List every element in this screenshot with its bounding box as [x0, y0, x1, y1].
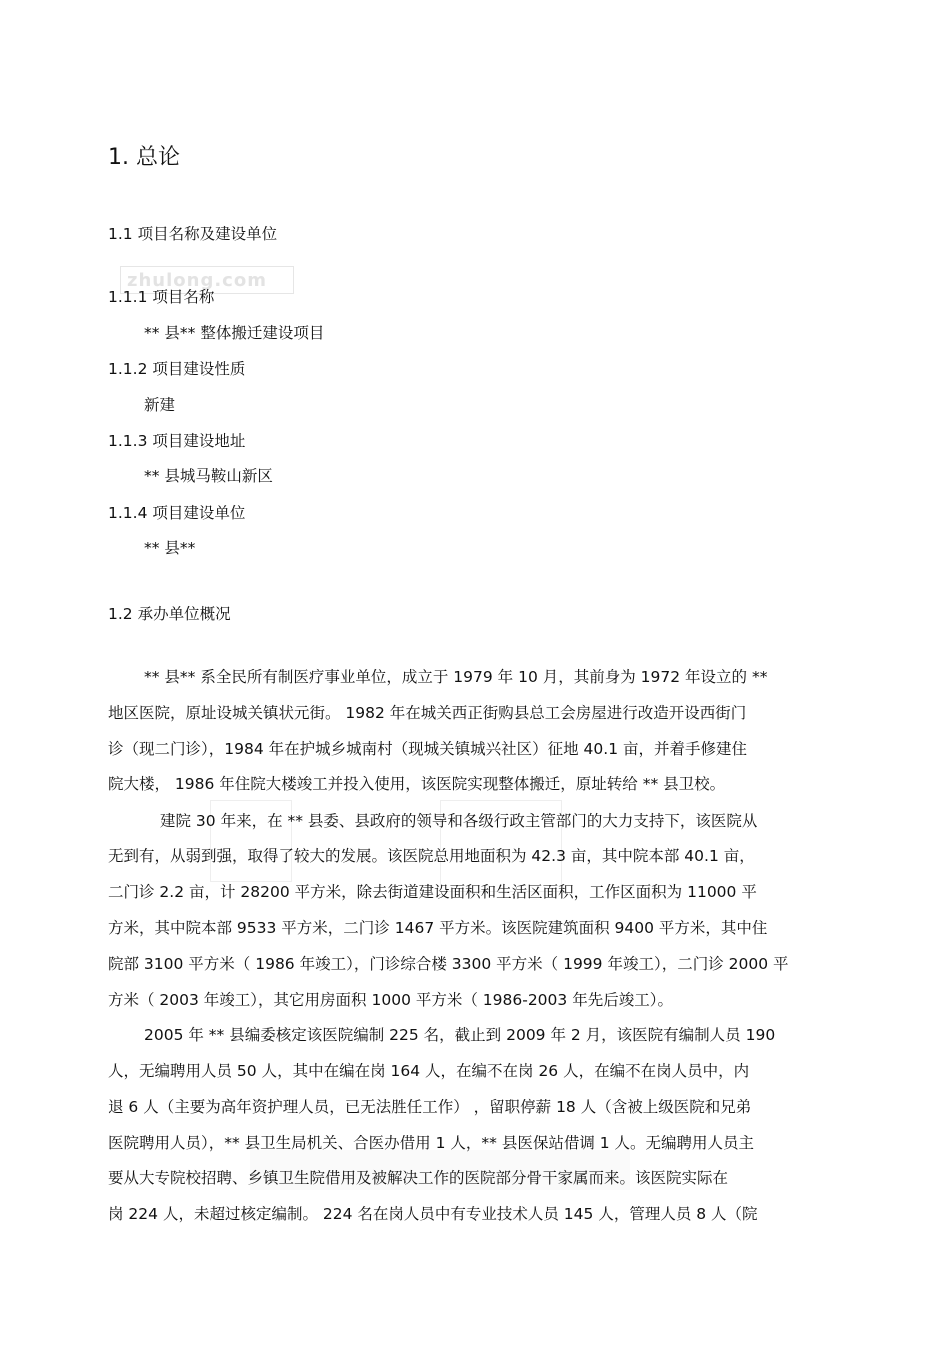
body-text-line: 院大楼， 1986 年住院大楼竣工并投入使用，该医院实现整体搬迁，原址转给 ** 县卫校。 — [108, 775, 726, 793]
body-text-line: 诊（现二门诊），1984 年在护城乡城南村（现城关镇城兴社区）征地 40.1 亩，并着手修建住 — [108, 740, 747, 758]
body-text-line: 退 6 人（主要为高年资护理人员，已无法胜任工作） ，留职停薪 18 人（含被上级医院和兄弟 — [108, 1098, 752, 1116]
body-text-line: 无到有，从弱到强，取得了较大的发展。该医院总用地面积为 42.3 亩，其中院本部 40.1 亩， — [108, 847, 755, 865]
body-text-line: ** 县** 系全民所有制医疗事业单位，成立于 1979 年 10 月，其前身为 1972 年设立的 ** — [144, 668, 768, 686]
subsection-value: ** 县** 整体搬迁建设项目 — [144, 324, 325, 342]
watermark-logo: zhulong.com — [120, 266, 294, 294]
body-text-line: 要从大专院校招聘、乡镇卫生院借用及被解决工作的医院部分骨干家属而来。该医院实际在 — [108, 1169, 729, 1187]
body-text-line: 2005 年 ** 县编委核定该医院编制 225 名，截止到 2009 年 2 月，该医院有编制人员 190 — [144, 1026, 776, 1044]
body-text-line: 建院 30 年来，在 ** 县委、县政府的领导和各级行政主管部门的大力支持下，该医院从 — [160, 812, 758, 830]
subsection-heading: 1.1.2 项目建设性质 — [108, 360, 246, 378]
chapter-heading: 1. 总论 — [108, 145, 180, 170]
body-text-line: 地区医院，原址设城关镇状元街。 1982 年在城关西正街购县总工会房屋进行改造开设西街门 — [108, 704, 747, 722]
body-text-line: 二门诊 2.2 亩，计 28200 平方米，除去街道建设面积和生活区面积，工作区面积为 11000 平 — [108, 883, 757, 901]
subsection-value: 新建 — [144, 396, 176, 414]
subsection-heading: 1.1.4 项目建设单位 — [108, 504, 246, 522]
body-text-line: 岗 224 人，未超过核定编制。 224 名在岗人员中有专业技术人员 145 人，管理人员 8 人（院 — [108, 1205, 758, 1223]
section-heading-1-2: 1.2 承办单位概况 — [108, 605, 231, 623]
body-text-line: 方米，其中院本部 9533 平方米，二门诊 1467 平方米。该医院建筑面积 9400 平方米，其中住 — [108, 919, 768, 937]
subsection-heading: 1.1.3 项目建设地址 — [108, 432, 246, 450]
section-heading-1-1: 1.1 项目名称及建设单位 — [108, 225, 278, 243]
body-text-line: 医院聘用人员），** 县卫生局机关、合医办借用 1 人，** 县医保站借调 1 人。无编聘用人员主 — [108, 1134, 755, 1152]
subsection-heading: 1.1.1 项目名称 — [108, 288, 215, 306]
subsection-value: ** 县城马鞍山新区 — [144, 467, 273, 485]
body-text-line: 院部 3100 平方米（ 1986 年竣工），门诊综合楼 3300 平方米（ 1999 年竣工），二门诊 2000 平 — [108, 955, 789, 973]
subsection-value: ** 县** — [144, 539, 196, 557]
body-text-line: 人，无编聘用人员 50 人，其中在编在岗 164 人，在编不在岗 26 人，在编不在岗人员中，内 — [108, 1062, 750, 1080]
body-text-line: 方米（ 2003 年竣工），其它用房面积 1000 平方米（ 1986-2003 年先后竣工）。 — [108, 991, 673, 1009]
